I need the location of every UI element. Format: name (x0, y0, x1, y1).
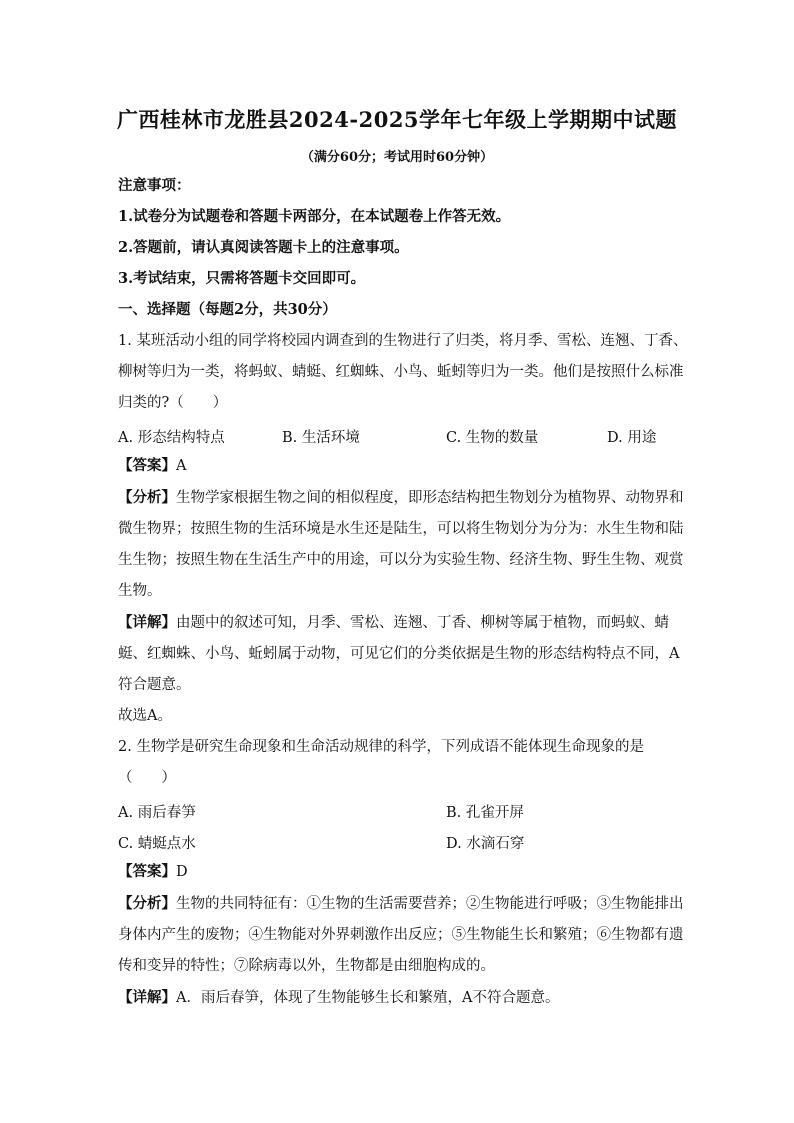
analysis-text: 微生物界；按照生物的生活环境是水生还是陆生，可以将生物划分为分为：水生生物和陆 (118, 521, 684, 537)
detail-tag: 【详解】 (118, 989, 176, 1006)
detail-row (118, 613, 676, 633)
analysis-tag: 【分析】 (118, 489, 176, 506)
analysis-text: 生物学家根据生物之间的相似程度，即形态结构把生物划分为植物界、动物界和 (176, 490, 684, 506)
detail-text: 符合题意。 (118, 677, 191, 693)
option-d: D. 水滴石穿 (446, 836, 525, 852)
answer-tag: 【答案】 (118, 457, 176, 474)
question-stem: （ ） (118, 770, 176, 786)
option-c: C. 生物的数量 (446, 430, 539, 446)
notice-item: 3.考试结束，只需将答题卡交回即可。 (118, 270, 366, 287)
option-a: A. 形态结构特点 (118, 430, 225, 446)
analysis-text: 生生物；按照生物在生活生产中的用途，可以分为实验生物、经济生物、野生生物、观赏 (118, 552, 684, 568)
detail-text: 蜓、红蜘蛛、小鸟、蚯蚓属于动物，可见它们的分类依据是生物的形态结构特点不同，A (118, 646, 680, 662)
question-stem: 1. 某班活动小组的同学将校园内调查到的生物进行了归类，将月季、雪松、连翘、丁香、 (118, 333, 688, 349)
question-stem: 归类的?（ ） (118, 395, 228, 411)
analysis-text: 身体内产生的废物；④生物能对外界刺激作出反应；⑤生物能生长和繁殖；⑥生物都有遗 (118, 927, 684, 943)
exam-subtitle: （满分60分；考试用时60分钟） (300, 150, 494, 165)
option-d: D. 用途 (607, 430, 657, 446)
option-b: B. 生活环境 (282, 430, 360, 446)
option-a: A. 雨后春笋 (118, 805, 196, 821)
notice-item: 1.试卷分为试题卷和答题卡两部分，在本试题卷上作答无效。 (118, 208, 511, 225)
page-title: 广西桂林市龙胜县2024-2025学年七年级上学期期中试题 (116, 107, 678, 132)
notice-heading: 注意事项： (118, 177, 191, 194)
analysis-row (118, 488, 684, 508)
question-stem: 柳树等归为一类，将蚂蚁、蜻蜓、红蜘蛛、小鸟、蚯蚓等归为一类。他们是按照什么标准 (118, 364, 684, 380)
answer-value: D (176, 864, 188, 880)
detail-tag: 【详解】 (118, 614, 176, 631)
option-c: C. 蜻蜓点水 (118, 836, 196, 852)
analysis-row (118, 894, 684, 914)
answer-value: A (176, 458, 187, 474)
analysis-text: 生物的共同特征有：①生物的生活需要营养；②生物能进行呼吸；③生物能排出 (176, 896, 684, 912)
detail-row (118, 988, 676, 1008)
answer-row (118, 862, 676, 882)
detail-text: A．雨后春笋，体现了生物能够生长和繁殖，A不符合题意。 (176, 990, 560, 1006)
conclusion-text: 故选A。 (118, 708, 172, 724)
question-stem: 2. 生物学是研究生命现象和生命活动规律的科学，下列成语不能体现生命现象的是 (118, 739, 644, 755)
section-heading: 一、选择题（每题2分，共30分） (118, 301, 337, 318)
detail-text: 由题中的叙述可知，月季、雪松、连翘、丁香、柳树等属于植物，而蚂蚁、蜻 (176, 615, 669, 631)
answer-row (118, 456, 676, 476)
option-b: B. 孔雀开屏 (446, 805, 524, 821)
analysis-tag: 【分析】 (118, 895, 176, 912)
analysis-text: 生物。 (118, 583, 162, 599)
answer-tag: 【答案】 (118, 863, 176, 880)
notice-item: 2.答题前，请认真阅读答题卡上的注意事项。 (118, 239, 409, 256)
analysis-text: 传和变异的特性；⑦除病毒以外，生物都是由细胞构成的。 (118, 958, 495, 974)
